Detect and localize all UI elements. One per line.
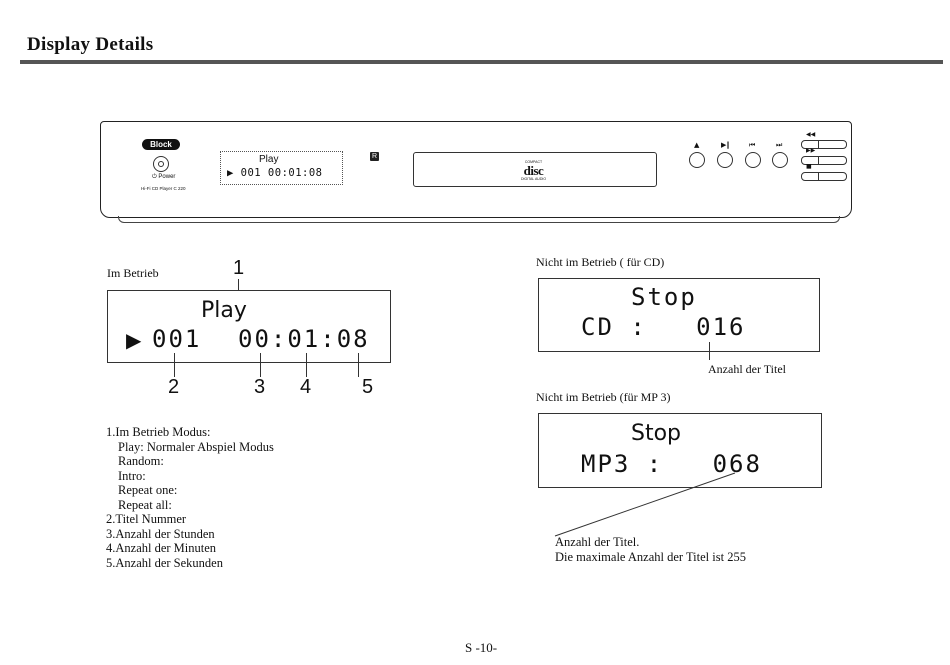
callout-2: 2 [168,376,180,398]
play-pause-button-icon [717,152,733,168]
lcd-mp3-count: MP3 : 068 [581,450,762,478]
cd-count-pointer [709,342,710,360]
compact-disc-logo: COMPACT disc DIGITAL AUDIO [520,160,547,181]
eject-button-icon [689,152,705,168]
lcd-running-track: 001 [152,325,202,353]
list-item: Random: [118,454,164,468]
prev-button-icon [745,152,761,168]
power-button-icon [153,156,169,172]
lcd-mp3-status: Stop [631,421,682,446]
power-label: ⏻ Power [152,174,176,180]
cd-player-base [118,216,840,223]
page-number: S -10- [465,640,498,655]
callout-2-line [174,353,175,377]
lcd-stopped-cd [538,278,820,352]
stopped-cd-label: Nicht im Betrieb ( für CD) [536,255,665,269]
play-pause-icon: ▶‖ [721,141,730,149]
list-item: 4.Anzahl der Minuten [106,541,217,555]
stop-button-icon [801,172,847,181]
lcd-running [107,290,391,363]
fast-forward-icon: ▶▶ [806,147,816,154]
list-item: Repeat all: [118,497,172,512]
rewind-icon: ◀◀ [806,131,816,138]
notes-list [106,425,274,570]
lcd-cd-status: Stop [631,283,697,311]
eject-icon: ▲ [694,141,700,149]
next-button-icon [772,152,788,168]
r-badge-icon: R [371,153,378,160]
mp3-count-caption [555,535,746,565]
list-item: 2.Titel Nummer [106,512,187,526]
list-item: 3.Anzahl der Stunden [106,526,215,541]
next-icon: ⏭ [776,141,783,149]
callout-3: 3 [254,376,266,398]
lcd-running-time: 00:01:08 [238,325,370,353]
running-label: Im Betrieb [107,266,159,280]
mp3-count-pointer [550,470,740,540]
lcd-running-mode: Play [201,298,247,323]
list-item: Play: Normaler Abspiel Modus [118,439,274,454]
callout-1: 1 [233,257,245,279]
mp3-caption-line1: Anzahl der Titel. [555,535,640,549]
callout-5-line [358,353,359,377]
list-item: Intro: [118,468,146,483]
list-item: 5.Anzahl der Sekunden [106,555,223,570]
device-mini-display [220,151,343,185]
callout-5: 5 [362,376,374,398]
callout-4-line [306,353,307,377]
callout-4: 4 [300,376,312,398]
stopped-mp3-label: Nicht im Betrieb (für MP 3) [536,390,671,404]
list-item: Repeat one: [118,483,178,497]
model-label: Hi-Fi CD Player C 220 [141,186,186,191]
stop-icon: ■ [806,163,812,170]
prev-icon: ⏮ [749,141,756,149]
mp3-caption-line2: Die maximale Anzahl der Titel ist 255 [555,550,746,564]
brand-logo: Block [142,139,180,150]
mini-display-line1: Play [259,154,279,165]
cd-count-caption: Anzahl der Titel [708,362,786,376]
header-rule [20,60,943,64]
list-item: 1.Im Betrieb Modus: [106,425,211,439]
mini-display-line2: ▶ 001 00:01:08 [227,167,323,179]
lcd-cd-count: CD : 016 [581,313,746,341]
page-title: Display Details [27,34,154,55]
play-arrow-icon: ▶ [126,328,142,352]
callout-3-line [260,353,261,377]
